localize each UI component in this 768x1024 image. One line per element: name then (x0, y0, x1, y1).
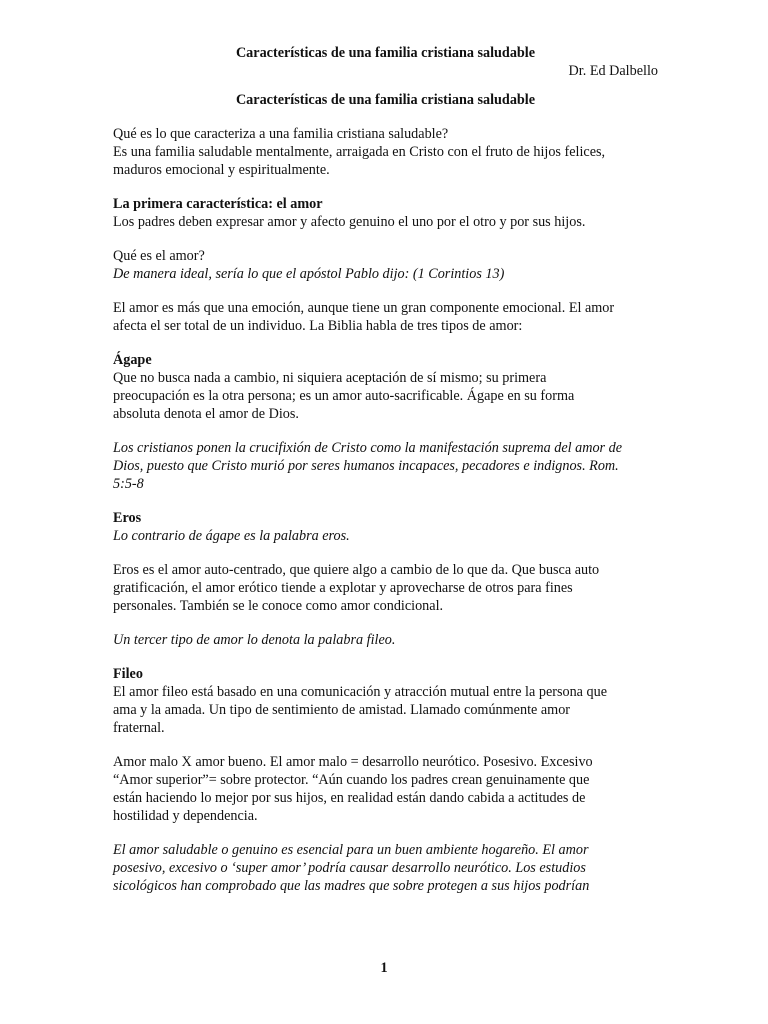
paragraph-line: De manera ideal, sería lo que el apóstol Pablo dijo: (1 Corintios 13) (113, 266, 505, 282)
paragraph (113, 665, 658, 737)
paragraph-line: 5:5-8 (113, 476, 144, 492)
paragraph-line: Eros es el amor auto-centrado, que quiere algo a cambio de lo que da. Que busca auto (113, 562, 600, 578)
section-heading: Ágape (113, 352, 152, 368)
paragraph (113, 439, 658, 493)
paragraph-line: Los cristianos ponen la crucifixión de Cristo como la manifestación suprema del amor de (113, 440, 623, 456)
paragraph-line: sicológicos han comprobado que las madres que sobre protegen a sus hijos podrían (113, 878, 590, 894)
paragraph (113, 841, 658, 895)
document-subtitle: Características de una familia cristiana saludable (235, 92, 536, 108)
paragraph-line: posesivo, excesivo o ‘super amor’ podría causar desarrollo neurótico. Los estudios (113, 860, 586, 876)
paragraph-line: El amor saludable o genuino es esencial para un buen ambiente hogareño. El amor (113, 842, 589, 858)
paragraph-line: El amor fileo está basado en una comunicación y atracción mutual entre la persona que (113, 684, 607, 700)
paragraph-line: preocupación es la otra persona; es un amor auto-sacrificable. Ágape en su forma (113, 388, 575, 404)
section-heading: Eros (113, 510, 142, 526)
paragraph-line: Amor malo X amor bueno. El amor malo = desarrollo neurótico. Posesivo. Excesivo (113, 754, 593, 770)
paragraph (113, 247, 658, 283)
paragraph-line: Es una familia saludable mentalmente, arraigada en Cristo con el fruto de hijos felices, (113, 144, 606, 160)
section-heading: Fileo (113, 666, 143, 682)
paragraph (113, 351, 658, 423)
paragraph-line: están haciendo lo mejor por sus hijos, en realidad están dando cabida a actitudes de (113, 790, 586, 806)
paragraph-line: El amor es más que una emoción, aunque tiene un gran componente emocional. El amor (113, 300, 615, 316)
paragraph-line: Dios, puesto que Cristo murió por seres humanos incapaces, pecadores e indignos. Rom. (113, 458, 619, 474)
document-body (113, 44, 658, 911)
paragraph-line: “Amor superior”= sobre protector. “Aún cuando los padres crean genuinamente que (113, 772, 590, 788)
paragraph-line: fraternal. (113, 720, 165, 736)
paragraph (113, 509, 658, 545)
paragraph (113, 195, 658, 231)
paragraph-line: gratificación, el amor erótico tiende a explotar y aprovecharse de otros para fines (113, 580, 573, 596)
paragraph-line: Los padres deben expresar amor y afecto genuino el uno por el otro y por sus hijos. (113, 214, 586, 230)
paragraph (113, 753, 658, 825)
document-title: Características de una familia cristiana saludable (235, 45, 536, 61)
section-heading: La primera característica: el amor (113, 196, 323, 212)
paragraph-line: absoluta denota el amor de Dios. (113, 406, 299, 422)
paragraph-line: maduros emocional y espiritualmente. (113, 162, 330, 178)
paragraph-line: Que no busca nada a cambio, ni siquiera aceptación de sí mismo; su primera (113, 370, 547, 386)
paragraph (113, 631, 658, 649)
paragraph (113, 125, 658, 179)
paragraph-line: Qué es lo que caracteriza a una familia cristiana saludable? (113, 126, 449, 142)
paragraph (113, 561, 658, 615)
paragraph-line: Qué es el amor? (113, 248, 205, 264)
paragraph-line: afecta el ser total de un individuo. La Biblia habla de tres tipos de amor: (113, 318, 523, 334)
paragraph-line: Lo contrario de ágape es la palabra eros. (113, 528, 350, 544)
paragraph-line: ama y la amada. Un tipo de sentimiento de amistad. Llamado comúnmente amor (113, 702, 571, 718)
paragraph-list (113, 125, 658, 895)
page-number: 1 (380, 960, 388, 976)
paragraph-line: personales. También se le conoce como amor condicional. (113, 598, 444, 614)
paragraph-line: hostilidad y dependencia. (113, 808, 258, 824)
document-author: Dr. Ed Dalbello (568, 63, 658, 79)
paragraph (113, 299, 658, 335)
paragraph-line: Un tercer tipo de amor lo denota la palabra fileo. (113, 632, 396, 648)
